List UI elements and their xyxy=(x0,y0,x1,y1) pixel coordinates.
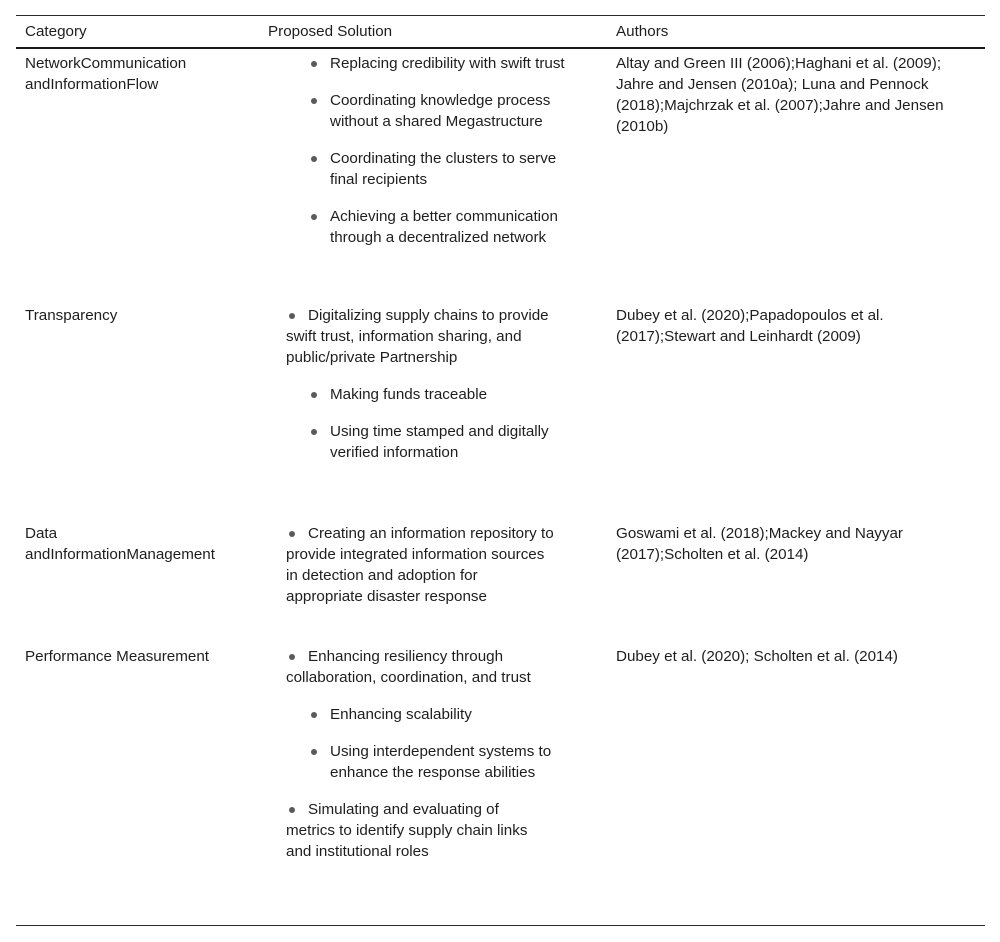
header-proposed-solution: Proposed Solution xyxy=(268,23,393,40)
authors-cell: Altay and Green III (2006);Haghani et al. (2009); Jahre and Jensen (2010a); Luna and Pennock (2018);Majchrzak et al. (2007);Jahre and Jensen (2010b) xyxy=(616,55,944,135)
authors-cell: Dubey et al. (2020); Scholten et al. (2014) xyxy=(616,648,898,665)
category-line: NetworkCommunication xyxy=(25,55,187,72)
category-line: andInformationFlow xyxy=(25,76,159,93)
bullet-icon xyxy=(311,749,317,755)
bullet-icon xyxy=(289,313,295,319)
solution-item: Creating an information repository to provide integrated information sources in detection and adoption for appropriate disaster response xyxy=(286,525,554,605)
solution-item: Replacing credibility with swift trust xyxy=(308,53,580,74)
category-cell xyxy=(25,646,255,667)
bullet-icon xyxy=(311,61,317,67)
solution-cell xyxy=(286,646,580,878)
solution-item: Coordinating knowledge process without a shared Megastructure xyxy=(308,90,580,132)
bullet-icon xyxy=(289,654,295,660)
category-cell xyxy=(25,523,255,565)
category-line: Transparency xyxy=(25,307,118,324)
header-authors: Authors xyxy=(616,23,669,40)
solution-item: Simulating and evaluating of metrics to identify supply chain links and institutional roles xyxy=(286,801,528,860)
bullet-icon xyxy=(311,429,317,435)
bullet-icon xyxy=(311,712,317,718)
solution-cell xyxy=(286,305,580,479)
category-cell xyxy=(25,305,255,326)
bullet-icon xyxy=(311,98,317,104)
solution-cell xyxy=(308,53,580,264)
category-line: Data xyxy=(25,525,58,542)
bullet-icon xyxy=(289,807,295,813)
solution-item: Using time stamped and digitally verified information xyxy=(308,421,580,463)
solution-item: Achieving a better communication through a decentralized network xyxy=(308,206,580,248)
authors-cell: Dubey et al. (2020);Papadopoulos et al. (2017);Stewart and Leinhardt (2009) xyxy=(616,307,884,345)
category-line: Performance Measurement xyxy=(25,648,210,665)
authors-cell: Goswami et al. (2018);Mackey and Nayyar (2017);Scholten et al. (2014) xyxy=(616,525,903,563)
solution-item: Enhancing scalability xyxy=(308,704,580,725)
solution-item: Digitalizing supply chains to provide swift trust, information sharing, and public/private Partnership xyxy=(286,307,549,366)
solution-item: Enhancing resiliency through collaboration, coordination, and trust xyxy=(286,648,531,686)
bullet-icon xyxy=(289,531,295,537)
solution-item: Using interdependent systems to enhance the response abilities xyxy=(308,741,580,783)
solution-cell xyxy=(286,523,580,623)
table-bottom-rule xyxy=(16,925,985,926)
category-cell xyxy=(25,53,255,95)
header-category: Category xyxy=(25,23,87,40)
bullet-icon xyxy=(311,214,317,220)
solution-item: Making funds traceable xyxy=(308,384,580,405)
table-header-rule xyxy=(16,47,985,49)
table-top-rule xyxy=(16,15,985,16)
bullet-icon xyxy=(311,156,317,162)
bullet-icon xyxy=(311,392,317,398)
solution-item: Coordinating the clusters to serve final recipients xyxy=(308,148,580,190)
category-line: andInformationManagement xyxy=(25,546,215,563)
